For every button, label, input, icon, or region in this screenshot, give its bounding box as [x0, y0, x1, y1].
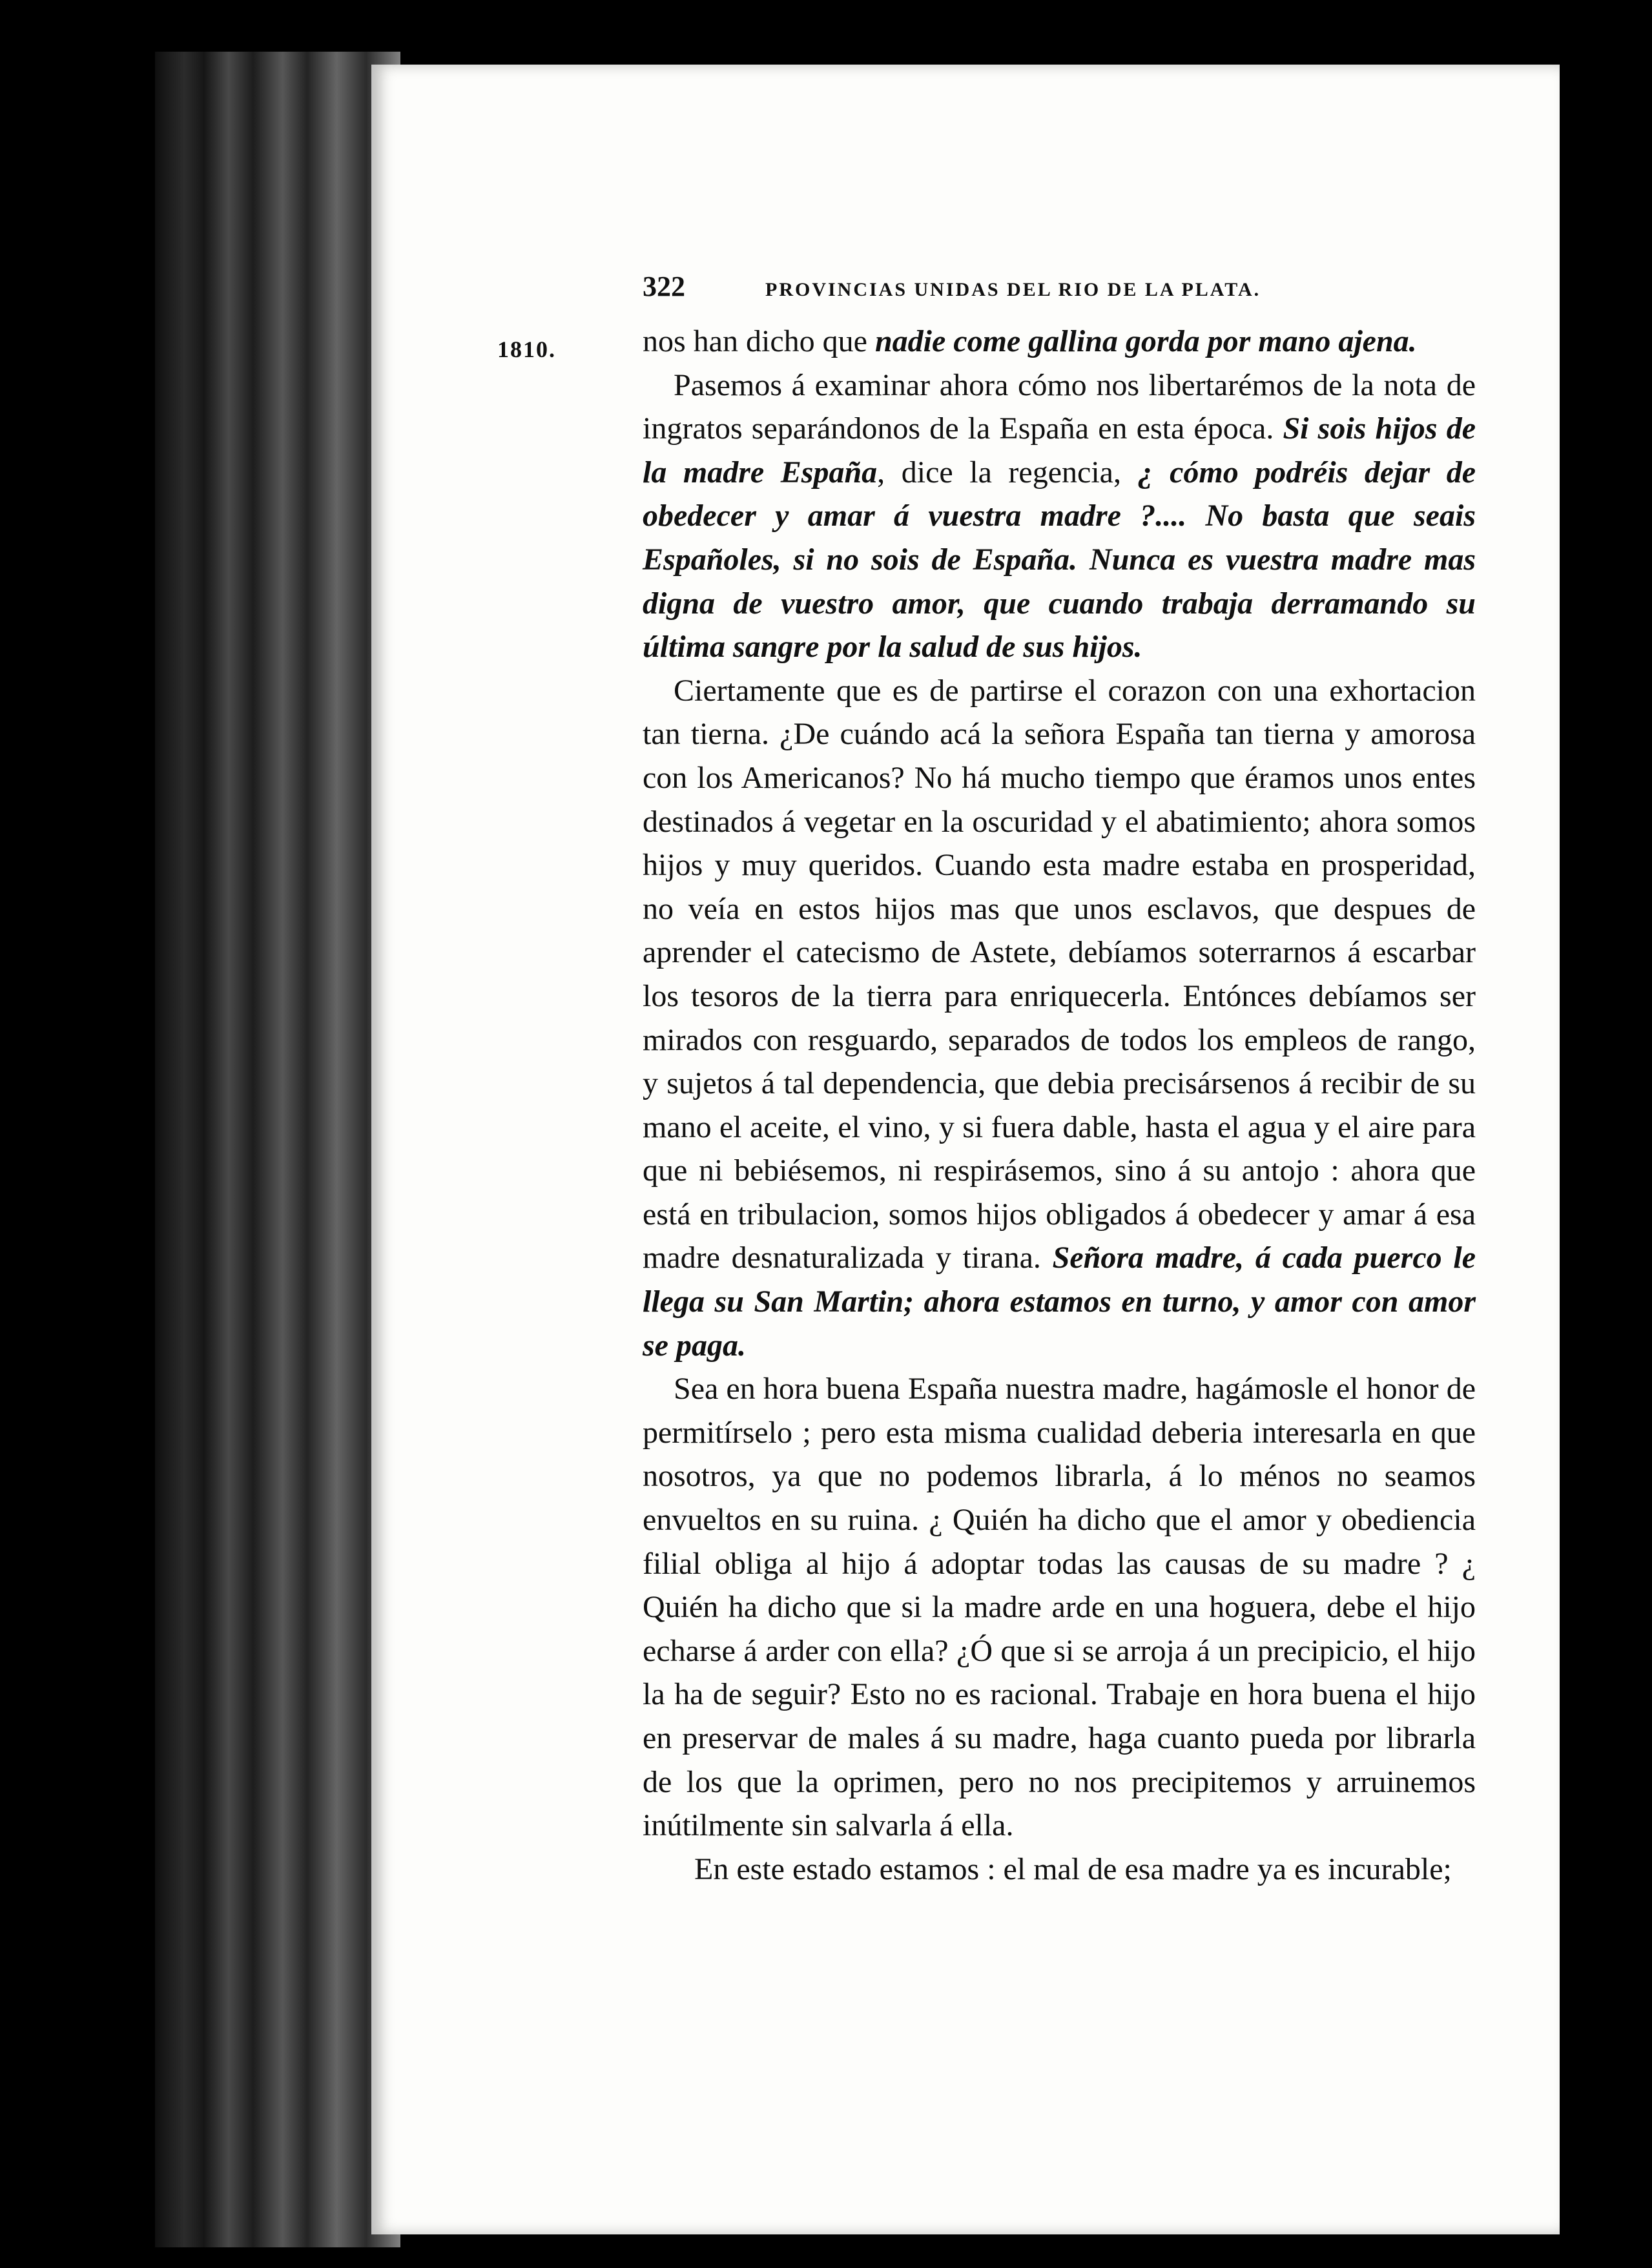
running-head [643, 270, 1366, 303]
paragraph-3-italic: Señora madre, á cada puerco le llega su San Martin; ahora estamos en turno, y amor con amor se paga. [643, 1241, 1476, 1363]
body-text [643, 320, 1476, 1891]
margin-year-note: 1810. [497, 336, 556, 362]
paragraph-3-text: Ciertamente que es de partirse el corazon con una exhortacion tan tierna. ¿De cuándo acá la señora España tan tierna y amorosa con los Americanos? No há mucho tiempo que éramos unos entes destinados á vegetar en la oscuridad y el abatimiento; ahora somos hijos y muy queridos. Cuando esta madre estaba en prosperidad, no veía en estos hijos mas que unos esclavos, que despues de aprender el catecismo de Astete, debíamos soterrarnos á escarbar los tesoros de la tierra para enriquecerla. Entónces debíamos ser mirados con resguardo, separados de todos los empleos de rango, y sujetos á tal dependencia, que debia precisársenos á recibir de su mano el aceite, el vino, y si fuera dable, hasta el agua y el aire para que ni bebiésemos, ni respirásemos, sino á su antojo : ahora que está en tribulacion, somos hijos obligados á obedecer y amar á esa madre desnaturalizada y tirana. [643, 673, 1476, 1275]
paragraph-4: Sea en hora buena España nuestra madre, hagámosle el honor de permitírselo ; pero esta misma cualidad deberia interesarla en que nosotros, ya que no podemos librarla, á lo ménos no seamos envueltos en su ruina. ¿ Quién ha dicho que el amor y obediencia filial obliga al hijo á adoptar todas las causas de su madre ? ¿ Quién ha dicho que si la madre arde en una hoguera, debe el hijo echarse á arder con ella? ¿Ó que si se arroja á un precipicio, el hijo la ha de seguir? Esto no es racional. Trabaje en hora buena el hijo en preservar de males á su madre, haga cuanto pueda por librarla de los que la oprimen, pero no nos precipitemos y arruinemos inútilmente sin salvarla á ella. [643, 1372, 1476, 1843]
paragraph-3 [643, 669, 1476, 1368]
book-page-edges [155, 52, 400, 2247]
page-number: 322 [643, 271, 685, 302]
paragraph-2 [643, 364, 1476, 669]
running-title: PROVINCIAS UNIDAS DEL RIO DE LA PLATA. [765, 279, 1261, 300]
paragraph-2-italic-b: Si sois hijos de la madre España [643, 411, 1476, 490]
paragraph-2-text-c: , dice la regencia, [877, 455, 1138, 490]
scan-background-right [1560, 45, 1652, 2268]
paragraph-2-text-a: Pasemos á examinar ahora cómo nos libertarémos de la nota de ingratos separándonos de la España en esta época. [643, 367, 1476, 446]
paragraph-1-italic: nadie come gallina gorda por mano ajena. [874, 324, 1417, 358]
paragraph-2-italic-d: ¿ cómo podréis dejar de obedecer y amar á vuestra madre ?.... No basta que seais Españoles, si no sois de España. Nunca es vuestra madre mas digna de vuestro amor, que cuando trabaja derramando su última sangre por la salud de sus hijos. [643, 455, 1476, 665]
paragraph-1-text: nos han dicho que [643, 324, 875, 358]
paragraph-1 [643, 320, 1476, 364]
paragraph-5: En este estado estamos : el mal de esa madre ya es incurable; [694, 1851, 1452, 1886]
